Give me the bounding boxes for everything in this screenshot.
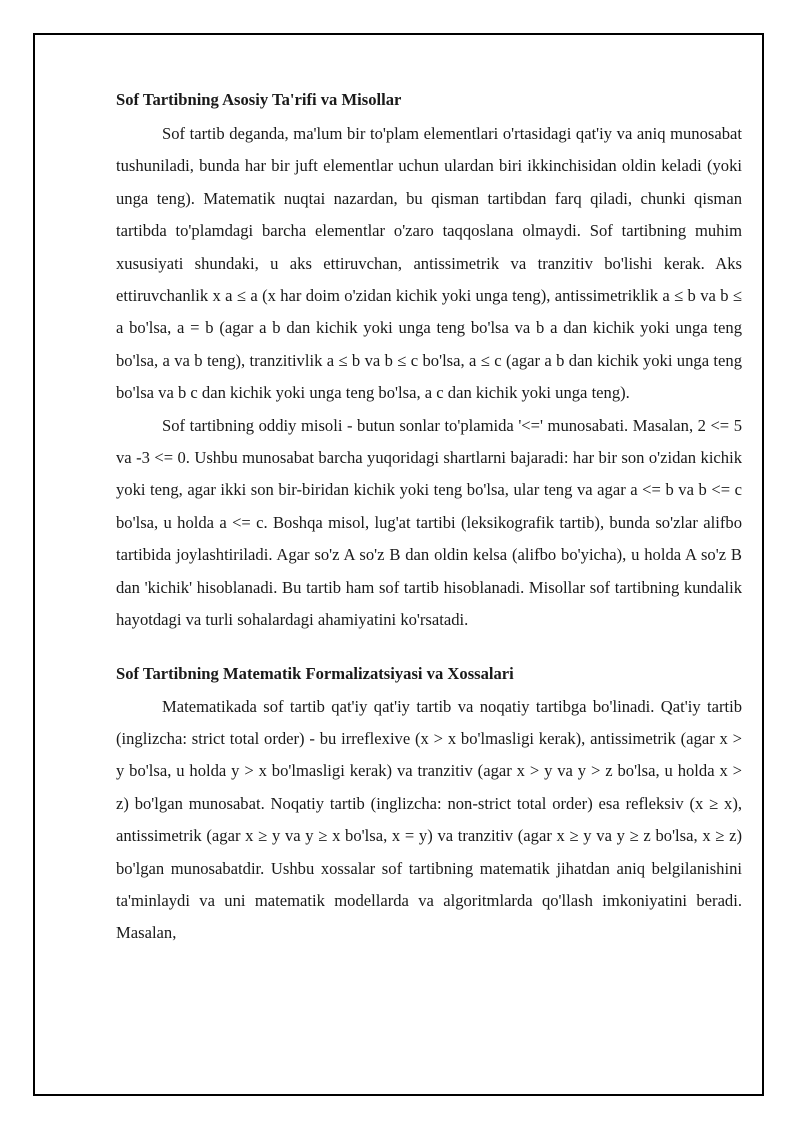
paragraph: Matematikada sof tartib qat'iy qat'iy tartib va noqatiy tartibga bo'linadi. Qat'iy tartib (inglizcha: strict total order) - bu irreflexive (x > x bo'lmasligi kerak), antissimetrik (agar x > y bo'lsa, u holda y > x bo'lmasligi kerak) va tranzitiv (agar x > y va y > z bo'lsa, u holda x > z) bo'lgan munosabat. Noqatiy tartib (inglizcha: non-strict total order) esa refleksiv (x ≥ x), antissimetrik (agar x ≥ y va y ≥ x bo'lsa, x = y) va tranzitiv (agar x ≥ y va y ≥ z bo'lsa, x ≥ z) bo'lgan munosabatdir. Ushbu xossalar sof tartibning matematik jihatdan aniq belgilanishini ta'minlaydi va uni matematik modellarda va algoritmlarda qo'llash imkoniyatini beradi. Masalan,: [116, 696, 742, 943]
paragraph: Sof tartib deganda, ma'lum bir to'plam elementlari o'rtasidagi qat'iy va aniq munosabat tushuniladi, bunda har bir juft elementlar uchun ulardan biri ikkinchisidan oldin keladi (yoki unga teng). Matematik nuqtai nazardan, bu qisman tartibdan farq qiladi, chunki qisman tartibda to'plamdagi barcha elementlar o'zaro taqqoslana olmaydi. Sof tartibning muhim xususiyati shundaki, u aks ettiruvchan, antissimetrik va tranzitiv bo'lishi kerak. Aks ettiruvchanlik x a ≤ a (x har doim o'zidan kichik yoki unga teng), antissimetriklik a ≤ b va b ≤ a bo'lsa, a = b (agar a b dan kichik yoki unga teng bo'lsa va b a dan kichik yoki unga teng bo'lsa, a va b teng), tranzitivlik a ≤ b va b ≤ c bo'lsa, a ≤ c (agar a b dan kichik yoki unga teng bo'lsa va b c dan kichik yoki unga teng bo'lsa, a c dan kichik yoki unga teng).: [116, 124, 742, 403]
section-heading: Sof Tartibning Asosiy Ta'rifi va Misollar: [116, 90, 402, 109]
document-body: [116, 84, 742, 950]
section-heading: Sof Tartibning Matematik Formalizatsiyasi va Xossalari: [116, 663, 514, 683]
paragraph: Sof tartibning oddiy misoli - butun sonlar to'plamida '<=' munosabati. Masalan, 2 <= 5 va -3 <= 0. Ushbu munosabat barcha yuqoridagi shartlarni bajaradi: har bir son o'zidan kichik yoki teng, agar ikki son bir-biridan kichik yoki teng bo'lsa, ular teng va agar a <= b va b <= c bo'lsa, u holda a <= c. Boshqa misol, lug'at tartibi (leksikografik tartib), bunda so'zlar alifbo tartibida joylashtiriladi. Agar so'z A so'z B dan oldin kelsa (alifbo bo'yicha), u holda A so'z B dan 'kichik' hisoblanadi. Bu tartib ham sof tartib hisoblanadi. Misollar sof tartibning kundalik hayotdagi va turli sohalardagi ahamiyatini ko'rsatadi.: [116, 415, 742, 630]
